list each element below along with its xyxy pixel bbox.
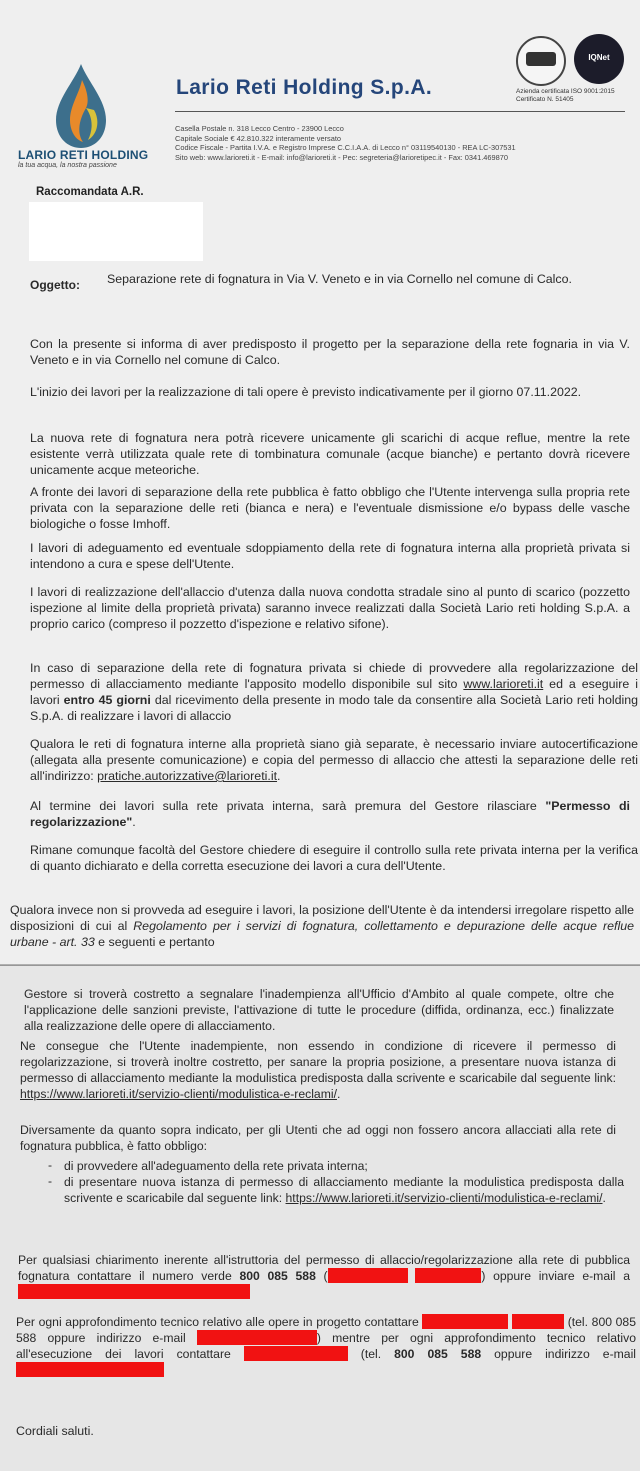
paragraph-7: In caso di separazione della rete di fognatura privata si chiede di provvedere alla regolarizzazione del permesso di allacciamento mediante l'apposito modello disponibile sul sito www.larioreti.it ed a eseguire i lavori entro 45 giorni dal ricevimento della presente in modo tale da consentire alla Società Lario reti holding S.p.A. di realizzare i lavori di allaccio — [30, 661, 639, 723]
paragraph-9: Al termine dei lavori sulla rete privata interna, sarà premura del Gestore rilasciare "Permesso di regolarizzazione". — [30, 799, 630, 829]
paragraph-1: Con la presente si informa di aver predisposto il progetto per la separazione della rete fognaria in via V. Veneto e in via Cornello nel comune di Calco. — [30, 337, 630, 367]
iqnet-seal-icon: IQNet — [574, 34, 624, 84]
paragraph-3: La nuova rete di fognatura nera potrà ricevere unicamente gli scarichi di acque reflue, mentre la rete esistente verrà utilizzata quale rete di tombinatura comunale (acque bianche) e pertanto dovrà ricevere unicamente acque meteoriche. — [30, 431, 630, 477]
website-link[interactable]: www.larioreti.it — [463, 677, 544, 691]
redaction — [512, 1314, 564, 1329]
redaction — [197, 1330, 317, 1345]
redaction — [422, 1314, 508, 1329]
recipient-line: Raccomandata A.R. — [36, 186, 144, 198]
brand-tagline: la tua acqua, la nostra passione — [18, 162, 117, 169]
modulistica-link[interactable]: https://www.larioreti.it/servizio-clienti/modulistica-e-reclami/ — [20, 1087, 337, 1101]
subject-text: Separazione rete di fognatura in Via V. Veneto e in via Cornello nel comune di Calco. — [107, 272, 572, 286]
water-drop-logo-icon — [46, 62, 116, 150]
paragraph-13: Ne consegue che l'Utente inadempiente, non essendo in condizione di ricevere il permesso di regolarizzazione, si troverà inoltre costretto, per sanare la propria posizione, a presentare nuova istanza di permesso di allacciamento mediante la modulistica predisposta dalla scrivente e scaricabile dal seguente link: https://www.larioreti.it/servizio-clienti/modulistica-e-reclami/. — [20, 1039, 616, 1101]
modulistica-link-2[interactable]: https://www.larioreti.it/servizio-clienti/modulistica-e-reclami/ — [285, 1191, 603, 1205]
paragraph-2: L'inizio dei lavori per la realizzazione di tali opere è previsto indicativamente per il giorno 07.11.2022. — [30, 385, 582, 399]
header-rule — [175, 111, 625, 112]
paragraph-10: Rimane comunque facoltà del Gestore chiedere di eseguire il controllo sulla rete privata interna per la verifica di quanto dichiarato e della corretta esecuzione dei lavori a cura dell'Utente. — [30, 843, 638, 873]
closing: Cordiali saluti. — [16, 1424, 94, 1438]
paragraph-12: Gestore si troverà costretto a segnalare l'inadempienza all'Ufficio d'Ambito al quale compete, oltre che l'applicazione delle sanzioni previste, l'attivazione di tutte le procedure (diffida, ordinanza, ecc.) finalizzate alla realizzazione delle opere di allacciamento. — [24, 987, 614, 1033]
company-address: Casella Postale n. 318 Lecco Centro - 23900 Lecco Capitale Sociale € 42.810.322 interamente versato Codice Fiscale - Partita I.V.A. e Registro Imprese C.C.I.A.A. di Lecco n° 03119540130 - REA LC-307531 Sito web: www.larioreti.it - E-mail: info@larioreti.it - Pec: segreteria@larioretipec.it - Fax: 0341.469870 — [175, 124, 516, 162]
redaction — [18, 1284, 250, 1299]
paragraph-8: Qualora le reti di fognatura interne alla proprietà siano già separate, è necessario inviare autocertificazione (allegata alla presente comunicazione) e copia del permesso di allaccio che attesti la separazione delle reti all'indirizzo: pratiche.autorizzative@larioreti.it. — [30, 737, 638, 783]
certification-text: Azienda certificata ISO 9001:2015 Certificato N. 51405 — [516, 88, 615, 103]
paragraph-16: Per ogni approfondimento tecnico relativo alle opere in progetto contattare (tel. 800 085 588 oppure indirizzo e-mail ) mentre per ogni approfondimento tecnico relativo all'esecuzione dei lavori contattare (tel. 800 085 588 oppure indirizzo e-mail — [16, 1314, 636, 1378]
bullet-1: di provvedere all'adeguamento della rete privata interna; — [64, 1159, 368, 1173]
company-name: Lario Reti Holding S.p.A. — [176, 76, 433, 99]
bullet-dash-2: - — [48, 1174, 53, 1188]
certification-seal-icon — [516, 36, 566, 86]
redacted-address — [29, 202, 203, 261]
paragraph-4: A fronte dei lavori di separazione della rete pubblica è fatto obbligo che l'Utente intervenga sulla propria rete privata con la separazione delle reti (bianca e nera) e l'eventuale dismissione e/o bypass delle vasche biologiche o fosse Imhoff. — [30, 485, 630, 531]
bullet-dash-1: - — [48, 1158, 53, 1172]
redaction — [328, 1268, 408, 1283]
redaction — [244, 1346, 348, 1361]
redaction — [415, 1268, 481, 1283]
email-link[interactable]: pratiche.autorizzative@larioreti.it — [97, 769, 278, 783]
brand-name: LARIO RETI HOLDING — [18, 148, 149, 162]
paragraph-14: Diversamente da quanto sopra indicato, per gli Utenti che ad oggi non fossero ancora allacciati alla rete di fognatura pubblica, è fatto obbligo: — [20, 1123, 616, 1153]
redaction — [16, 1362, 164, 1377]
bullet-2: di presentare nuova istanza di permesso di allacciamento mediante la modulistica predisposta dalla scrivente e scaricabile dal seguente link: https://www.larioreti.it/servizio-clienti/modulistica-e-reclami/. — [64, 1175, 624, 1205]
paragraph-5: I lavori di adeguamento ed eventuale sdoppiamento della rete di fognatura interna alla proprietà privata si intendono a cura e spese dell'Utente. — [30, 541, 630, 571]
paragraph-15: Per qualsiasi chiarimento inerente all'istruttoria del permesso di allaccio/regolarizzazione alla rete di pubblica fognatura contattare il numero verde 800 085 588 ( ) oppure inviare e-mail a — [18, 1252, 630, 1300]
paragraph-6: I lavori di realizzazione dell'allaccio d'utenza dalla nuova condotta stradale sino al punto di scarico (pozzetto ispezione al limite della proprietà privata) saranno invece realizzati dalla Società Lario reti holding S.p.A. a proprio carico (compreso il pozzetto d'ispezione e relativo sifone). — [30, 585, 630, 631]
letter-page-bottom — [0, 966, 640, 1471]
paragraph-11: Qualora invece non si provveda ad eseguire i lavori, la posizione dell'Utente è da intendersi irregolare rispetto alle disposizioni di cui al Regolamento per i servizi di fognatura, collettamento e depurazione delle acque reflue urbane - art. 33 e seguenti e pertanto — [10, 903, 634, 949]
subject-label: Oggetto: — [30, 278, 80, 292]
